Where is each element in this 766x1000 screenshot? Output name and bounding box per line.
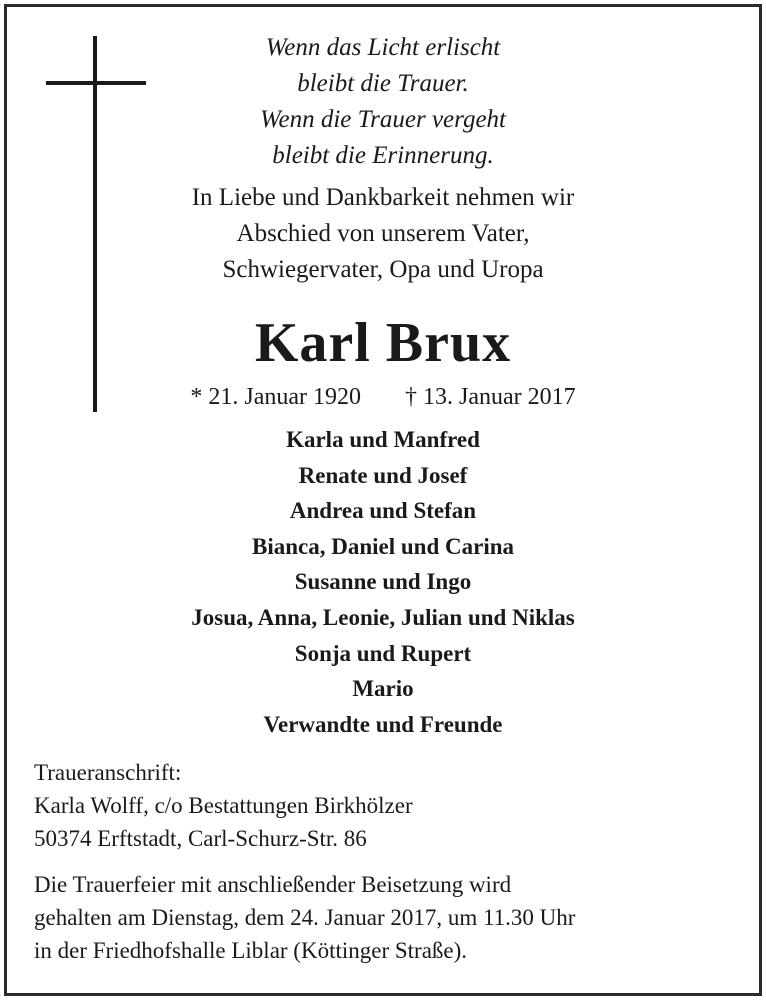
poem <box>160 30 606 174</box>
address-line: 50374 Erftstadt, Carl-Schurz-Str. 86 <box>34 826 367 851</box>
address-line: Traueranschrift: <box>34 760 182 785</box>
funeral-service-info <box>34 868 734 967</box>
poem-line: bleibt die Erinnerung. <box>272 142 494 169</box>
mourner-line: Mario <box>352 676 414 702</box>
mourner-line: Sonja und Rupert <box>294 640 472 666</box>
cross-horizontal-bar <box>46 81 146 85</box>
service-line: gehalten am Dienstag, dem 24. Januar 2017, um 11.30 Uhr <box>34 905 576 930</box>
farewell-line: In Liebe und Dankbarkeit nehmen wir <box>191 184 575 211</box>
service-line: Die Trauerfeier mit anschließender Beisetzung wird <box>34 872 512 897</box>
deceased-name: Karl Brux <box>254 312 512 374</box>
mourner-line: Andrea und Stefan <box>289 498 477 524</box>
mourner-line: Karla und Manfred <box>286 427 480 452</box>
farewell-line: Schwiegervater, Opa und Uropa <box>222 256 544 283</box>
birth-date: * 21. Januar 1920 <box>190 384 361 410</box>
mourner-line: Josua, Anna, Leonie, Julian und Niklas <box>191 604 575 630</box>
mourners-list <box>60 422 706 742</box>
poem-line: Wenn die Trauer vergeht <box>259 106 507 133</box>
farewell-line: Abschied von unserem Vater, <box>236 220 530 247</box>
mourner-line: Bianca, Daniel und Carina <box>252 533 514 559</box>
mourner-line: Renate und Josef <box>298 462 468 488</box>
mourner-line: Verwandte und Freunde <box>263 711 503 737</box>
life-dates <box>130 380 636 414</box>
poem-line: Wenn das Licht erlischt <box>265 34 501 61</box>
poem-line: bleibt die Trauer. <box>297 70 469 97</box>
cross-vertical-bar <box>93 36 97 412</box>
address-line: Karla Wolff, c/o Bestattungen Birkhölzer <box>34 793 413 818</box>
death-date: † 13. Januar 2017 <box>405 384 576 410</box>
service-line: in der Friedhofshalle Liblar (Köttinger Straße). <box>34 938 468 963</box>
mourner-line: Susanne und Ingo <box>294 569 472 595</box>
mourning-address <box>34 756 734 855</box>
farewell-text <box>130 180 636 288</box>
